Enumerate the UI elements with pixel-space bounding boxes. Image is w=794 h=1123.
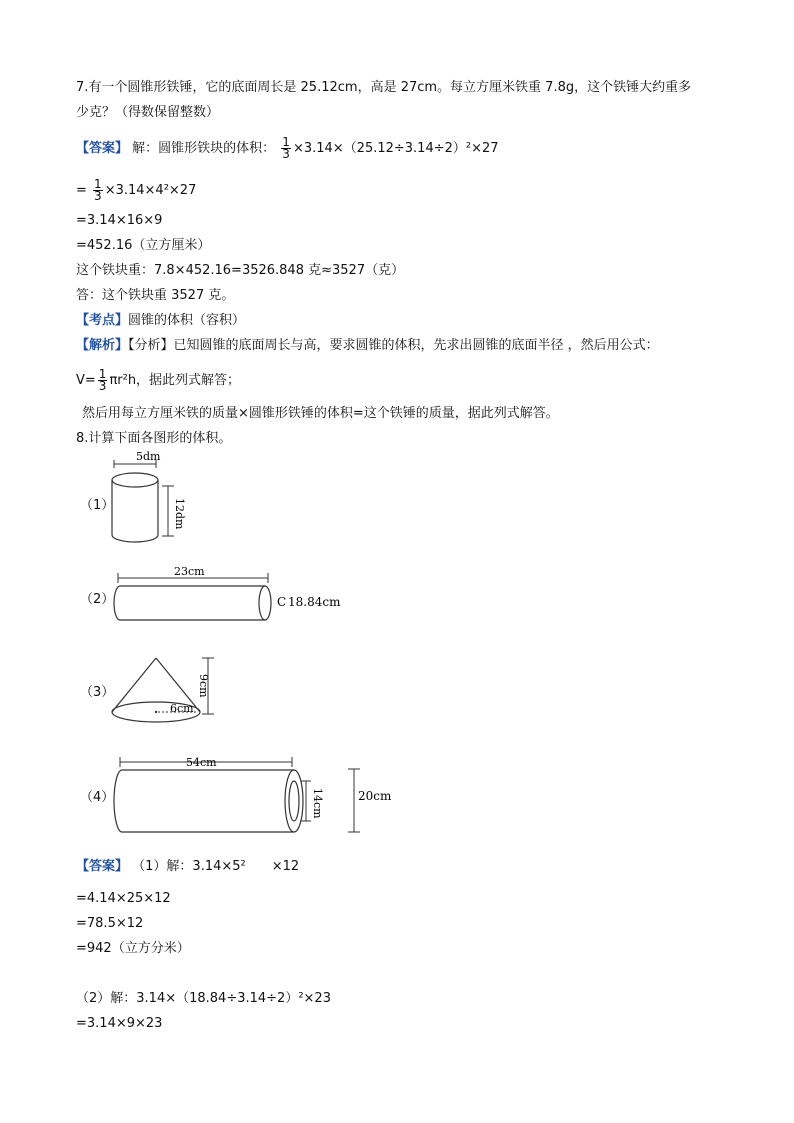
q7-conclusion: 答：这个铁块重 3527 克。 (76, 288, 235, 303)
q7-formula: V= $\frac{1}{3}$ πr²h，据此列式解答； (76, 367, 241, 393)
fig4-inner-label: 14cm (311, 788, 324, 819)
answer-tag: 【答案】 (76, 859, 129, 874)
q8-a1-step2: =78.5×12 (76, 916, 144, 931)
fig3-label: （3） (80, 685, 115, 700)
fraction-one-third: $\frac{1}{3}$ (98, 367, 107, 393)
fig1-top-label: 5dm (136, 450, 161, 463)
q7-step4: 这个铁块重：7.8×452.16=3526.848 克≈3527（克） (76, 263, 405, 278)
answer-tag: 【答案】 (76, 141, 129, 156)
answer-intro: 解：圆锥形铁块的体积： (128, 141, 276, 156)
q7-point: 【考点】圆锥的体积（容积） (76, 313, 246, 328)
q7-analysis2: 然后用每立方厘米铁的质量×圆锥形铁锤的体积=这个铁锤的质量，据此列式解答。 (82, 406, 559, 421)
fig2-circ-label: 18.84cm (288, 595, 341, 609)
fraction-one-third: $\frac{1}{3}$ (282, 135, 290, 161)
answer-expression: ×3.14×（25.12÷3.14÷2）²×27 (292, 141, 499, 156)
q8-a1-step1: =4.14×25×12 (76, 891, 171, 906)
fig4-length-label: 54cm (186, 756, 217, 769)
q7-line1: 7.有一个圆锥形铁锤，它的底面周长是 25.12cm，高是 27cm。每立方厘米铁重 7.8g，这个铁锤大约重多 (76, 80, 692, 95)
fraction-one-third: $\frac{1}{3}$ (94, 177, 102, 203)
q8-a1-step3: =942（立方分米） (76, 941, 190, 956)
q8-title: 8.计算下面各图形的体积。 (76, 431, 232, 446)
q8-a2-step1: =3.14×9×23 (76, 1016, 163, 1031)
q7-line2: 少克？（得数保留整数） (76, 105, 220, 120)
fig2-label: （2） (80, 592, 115, 607)
q7-step3: =452.16（立方厘米） (76, 238, 211, 253)
fig3-cone (104, 650, 224, 730)
fig1-label: （1） (80, 498, 115, 513)
fig2-c-label: C (277, 595, 287, 609)
fig2-length-label: 23cm (174, 566, 205, 578)
fig3-height-label: 9cm (197, 674, 210, 698)
fig4-hollow-cylinder (110, 752, 410, 836)
fig4-label: （4） (80, 790, 115, 805)
fig2-cylinder (110, 566, 370, 626)
analysis-tag: 【解析】 (76, 338, 129, 353)
q7-step1: = $\frac{1}{3}$ ×3.14×4²×27 (76, 177, 197, 203)
q7-answer (76, 137, 499, 160)
q8-answer: 【答案】 （1）解：3.14×5² ×12 (76, 859, 300, 874)
q7-step2: =3.14×16×9 (76, 213, 163, 228)
fig4-outer-label: 20cm (358, 789, 392, 803)
fig1-cylinder (104, 450, 194, 550)
fig1-side-label: 12dm (173, 498, 186, 530)
fig3-radius-label: 6cm (170, 702, 194, 715)
q8-a2: （2）解：3.14×（18.84÷3.14÷2）²×23 (76, 991, 331, 1006)
point-tag: 【考点】 (76, 313, 129, 328)
q7-analysis: 【解析】【分析】已知圆锥的底面周长与高，要求圆锥的体积，先求出圆锥的底面半径 ，然后用公式： (76, 338, 659, 353)
